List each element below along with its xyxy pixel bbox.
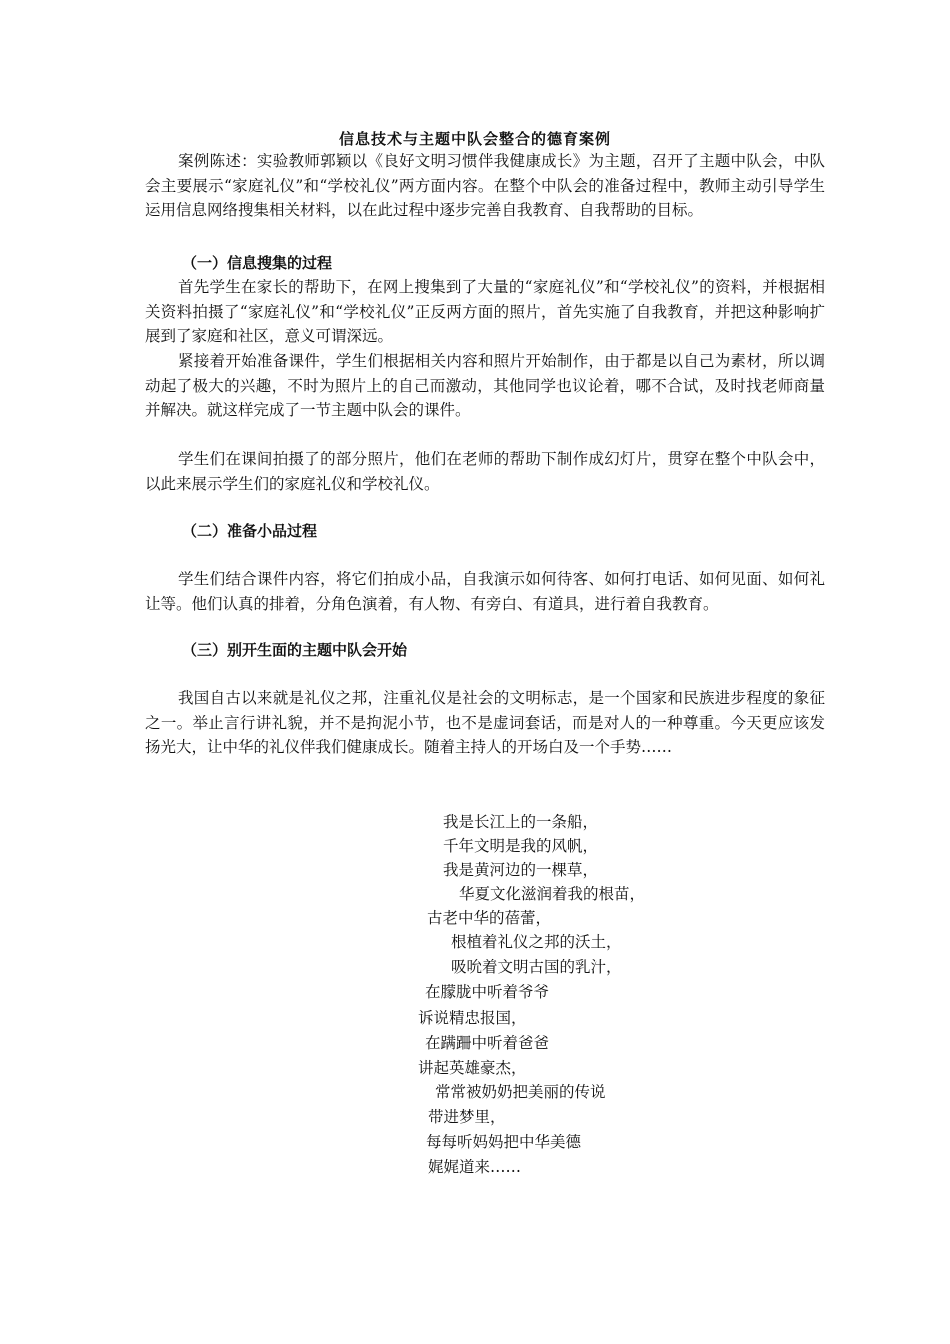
paragraph-5: 我国自古以来就是礼仪之邦，注重礼仪是社会的文明标志，是一个国家和民族进步程度的象征之一。举止言行讲礼貌，并不是拘泥小节，也不是虚词套话，而是对人的一种尊重。今天更应该发扬光大，让中华的礼仪伴我们健康成长。随着主持人的开场白及一个手势…… bbox=[145, 689, 825, 756]
poem-line: 千年文明是我的风帆， bbox=[443, 837, 599, 855]
section-heading-2: （二）准备小品过程 bbox=[182, 522, 318, 540]
poem-line: 诉说精忠报国， bbox=[418, 1009, 527, 1027]
document-title: 信息技术与主题中队会整合的德育案例 bbox=[338, 130, 611, 148]
intro-paragraph: 案例陈述：实验教师郭颖以《良好文明习惯伴我健康成长》为主题，召开了主题中队会，中队会主要展示“家庭礼仪”和“学校礼仪”两方面内容。在整个中队会的准备过程中，教师主动引导学生运用信息网络搜集相关材料，以在此过程中逐步完善自我教育、自我帮助的目标。 bbox=[145, 152, 825, 219]
poem-line: 吸吮着文明古国的乳汁， bbox=[451, 958, 622, 976]
poem-line: 根植着礼仪之邦的沃土， bbox=[451, 933, 622, 951]
poem-line: 带进梦里， bbox=[428, 1108, 506, 1126]
paragraph-4: 学生们结合课件内容，将它们拍成小品，自我演示如何待客、如何打电话、如何见面、如何礼让等。他们认真的排着，分角色演着，有人物、有旁白、有道具，进行着自我教育。 bbox=[145, 570, 825, 613]
poem-line: 古老中华的蓓蕾， bbox=[427, 909, 552, 927]
section-heading-1: （一）信息搜集的过程 bbox=[182, 254, 333, 272]
poem-line: 娓娓道来…… bbox=[428, 1158, 522, 1176]
poem-line: 华夏文化滋润着我的根苗， bbox=[459, 885, 646, 903]
poem-line: 讲起英雄豪杰， bbox=[418, 1059, 527, 1077]
section-heading-3: （三）别开生面的主题中队会开始 bbox=[182, 641, 408, 659]
paragraph-3: 学生们在课间拍摄了的部分照片，他们在老师的帮助下制作成幻灯片，贯穿在整个中队会中，以此来展示学生们的家庭礼仪和学校礼仪。 bbox=[145, 450, 825, 493]
poem-line: 每每听妈妈把中华美德 bbox=[426, 1133, 582, 1151]
paragraph-1: 首先学生在家长的帮助下，在网上搜集到了大量的“家庭礼仪”和“学校礼仪”的资料，并根据相关资料拍摄了“家庭礼仪”和“学校礼仪”正反两方面的照片，首先实施了自我教育，并把这种影响扩展到了家庭和社区，意义可谓深远。 bbox=[145, 278, 825, 345]
poem-line: 我是长江上的一条船， bbox=[443, 813, 599, 831]
poem-line: 在朦胧中听着爷爷 bbox=[425, 983, 550, 1001]
paragraph-2: 紧接着开始准备课件，学生们根据相关内容和照片开始制作，由于都是以自己为素材，所以调动起了极大的兴趣，不时为照片上的自己而激动，其他同学也议论着，哪不合试，及时找老师商量并解决。就这样完成了一节主题中队会的课件。 bbox=[145, 352, 825, 419]
poem-line: 在蹒跚中听着爸爸 bbox=[425, 1034, 550, 1052]
poem-line: 我是黄河边的一棵草， bbox=[443, 861, 599, 879]
poem-line: 常常被奶奶把美丽的传说 bbox=[435, 1083, 606, 1101]
